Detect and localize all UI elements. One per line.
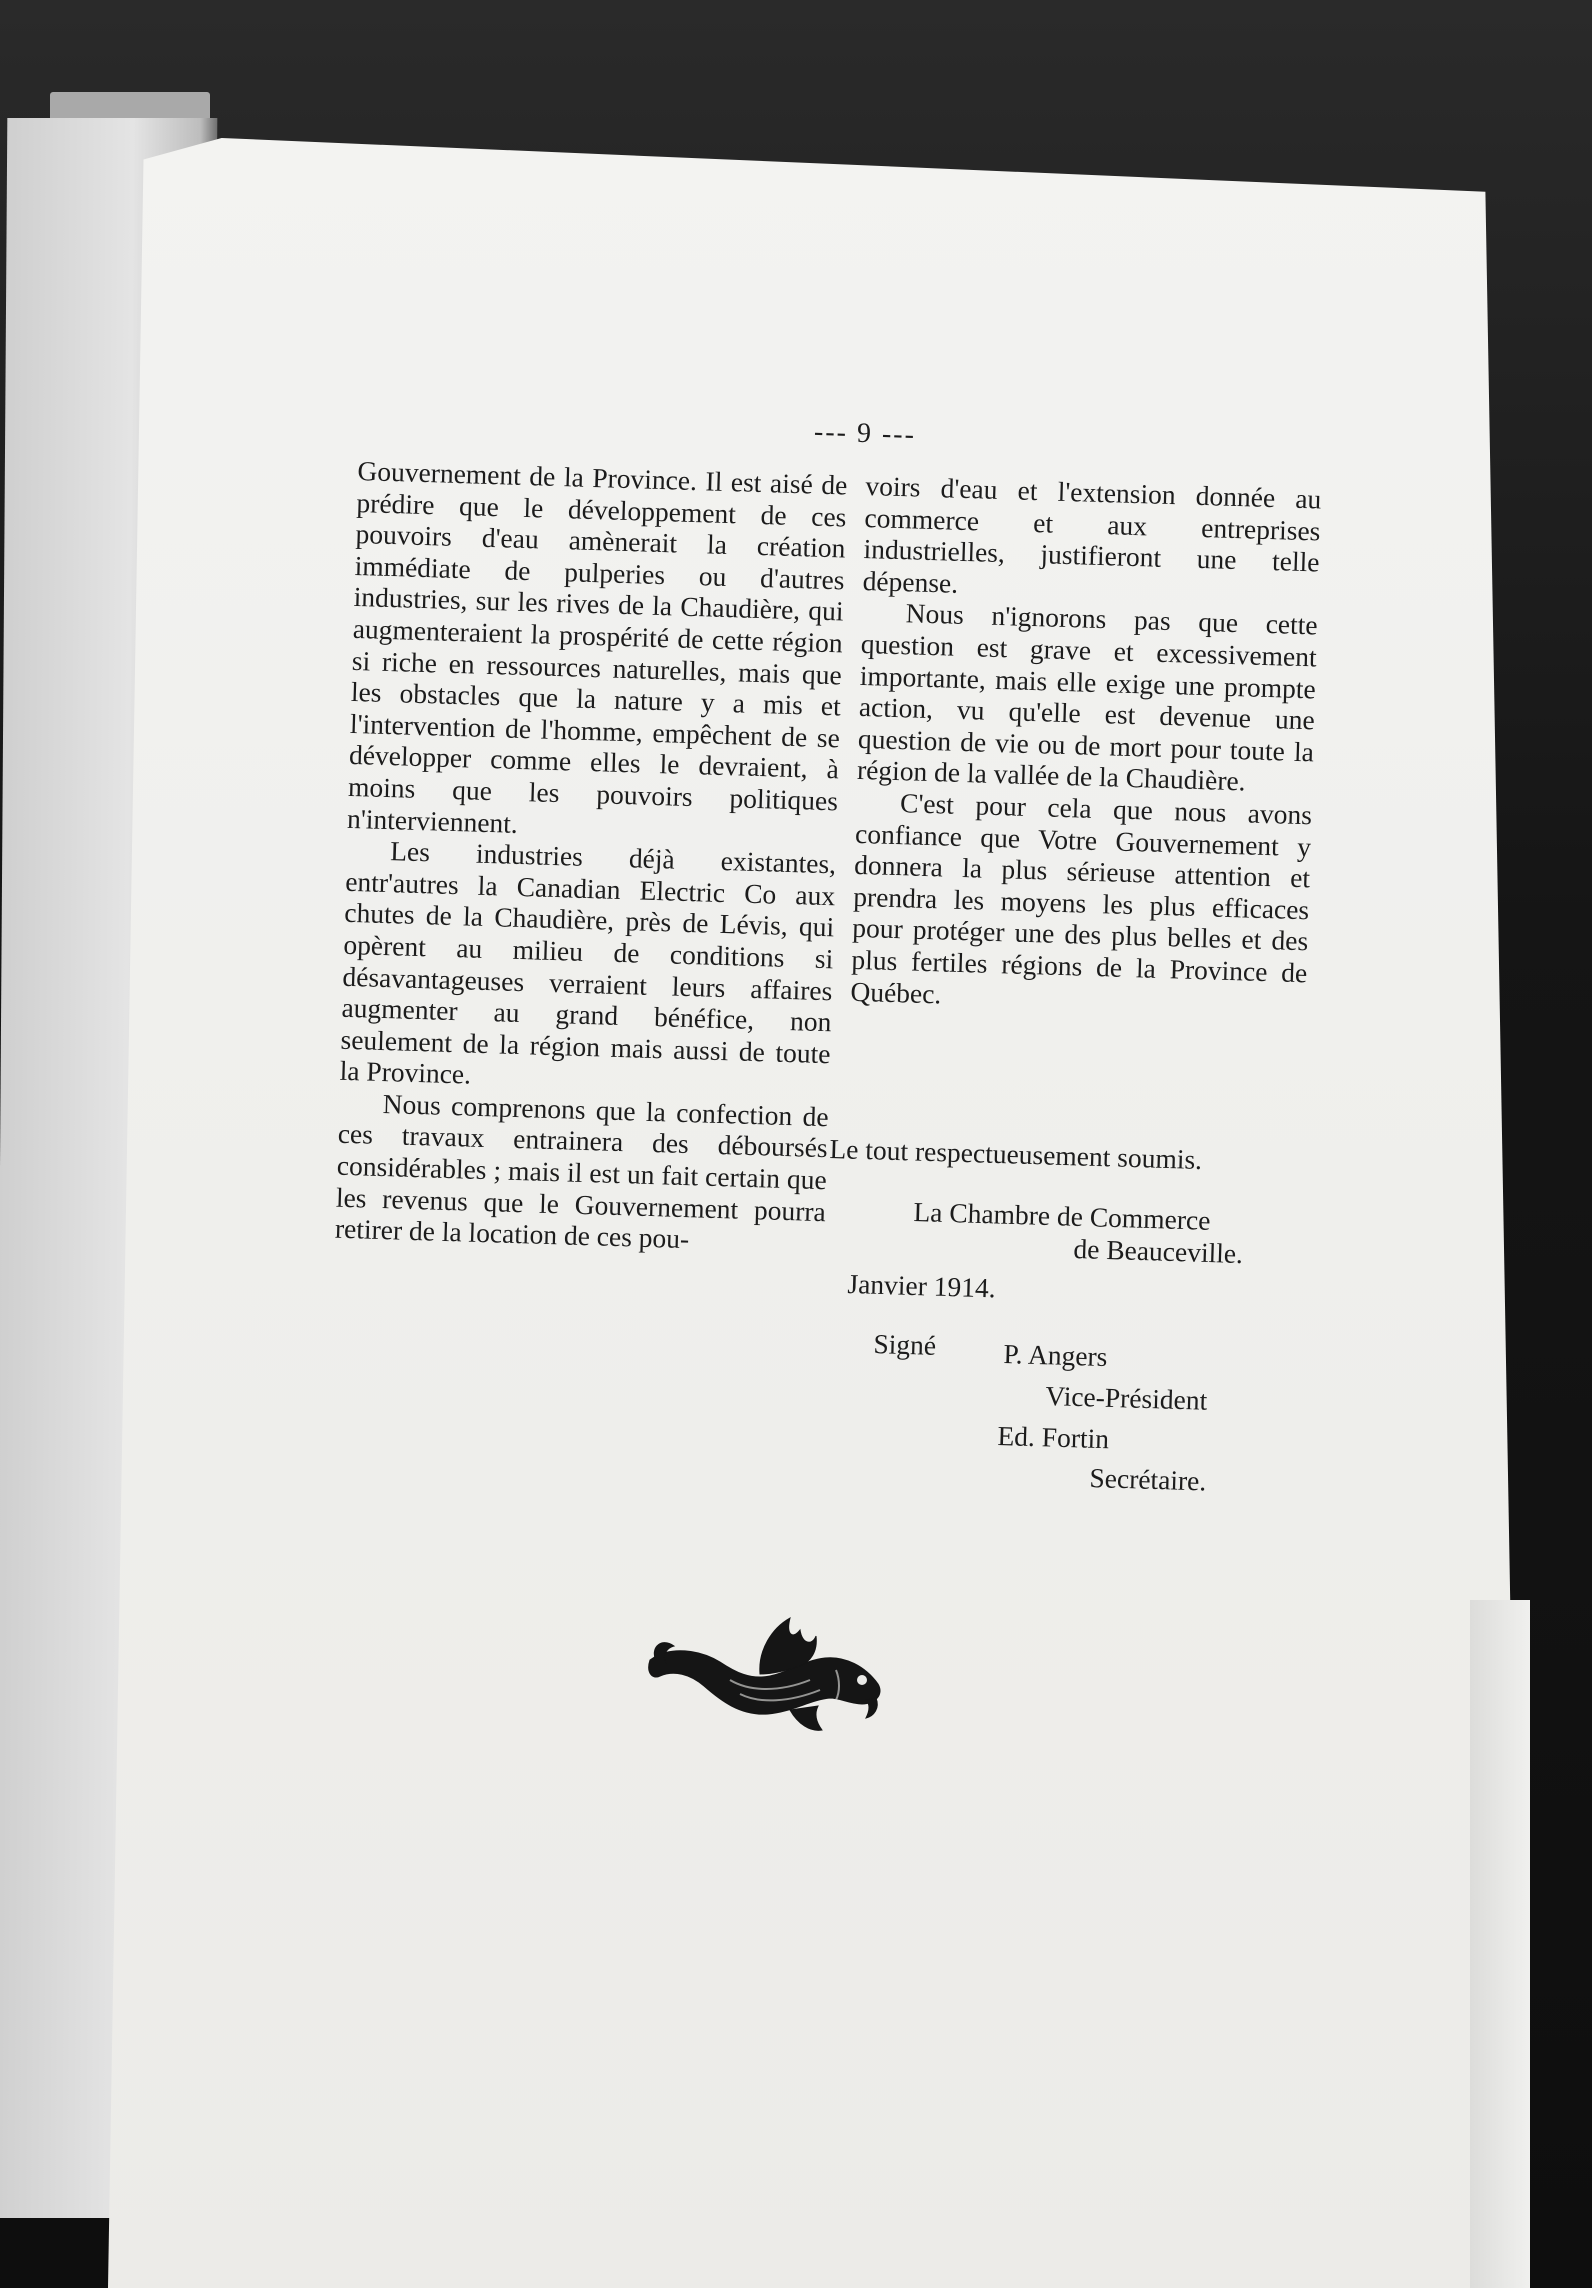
signer2-title: Secrétaire. bbox=[1089, 1462, 1207, 1497]
closing-salutation: Le tout respectueusement soumis. bbox=[829, 1133, 1203, 1176]
signer2-name: Ed. Fortin bbox=[997, 1420, 1110, 1455]
fish-ornament-icon bbox=[640, 1600, 900, 1750]
page-fold bbox=[1470, 1600, 1530, 2288]
signer1-name: P. Angers bbox=[1003, 1338, 1108, 1373]
paragraph: Les industries déjà existantes, entr'autres la Canadian Electric Co aux chutes de la Chaudière, près de Lévis, qui opèrent au milieu de conditions si désavantageuses verraient leurs affaires augmenter au grand bénéfice, non seulement de la région mais aussi de toute la Province. bbox=[339, 835, 837, 1090]
paragraph: voirs d'eau et l'extension donnée au commerce et aux entreprises industrielles, justifieront une telle dépense. bbox=[862, 470, 1322, 599]
paragraph: Nous n'ignorons pas que cette question est grave et excessivement importante, mais elle exige une prompte action, vu qu'elle est devenue une question de vie ou de mort pour toute la région de la vallée de la Chaudière. bbox=[856, 597, 1319, 797]
right-text-column bbox=[850, 470, 1322, 1020]
organization-name-line2: de Beauceville. bbox=[1073, 1233, 1244, 1270]
page-number: --- 9 --- bbox=[813, 416, 917, 451]
signer1-title: Vice-Président bbox=[1045, 1380, 1208, 1416]
paragraph: Nous comprenons que la confection de ces travaux entrainera des déboursés considérables ; mais il est un fait certain que les revenus que le Gouvernement pourra retirer de la location de ces pou- bbox=[334, 1087, 830, 1255]
left-text-column bbox=[335, 455, 848, 1259]
paragraph: Gouvernement de la Province. Il est aisé de prédire que le développement de ces pouvoirs d'eau amènerait la création immédiate de pulperies ou d'autres industries, sur les rives de la Chaudière, qui augmenteraient la prospérité de cette région si riche en ressources naturelles, mais que les obstacles que la nature y a mis et l'intervention de l'homme, empêchent de se développer comme elles le devraient, à moins que les pouvoirs politiques n'interviennent. bbox=[346, 455, 848, 839]
letter-date: Janvier 1914. bbox=[847, 1268, 997, 1304]
organization-name-line1: La Chambre de Commerce bbox=[913, 1196, 1211, 1236]
signed-label: Signé bbox=[873, 1328, 937, 1361]
paragraph: C'est pour cela que nous avons confiance que Votre Gouvernement y donnera la plus sérieuse attention et prendra les moyens les plus efficaces pour protéger une des plus belles et des plus fertiles régions de la Province de Québec. bbox=[850, 787, 1313, 1009]
